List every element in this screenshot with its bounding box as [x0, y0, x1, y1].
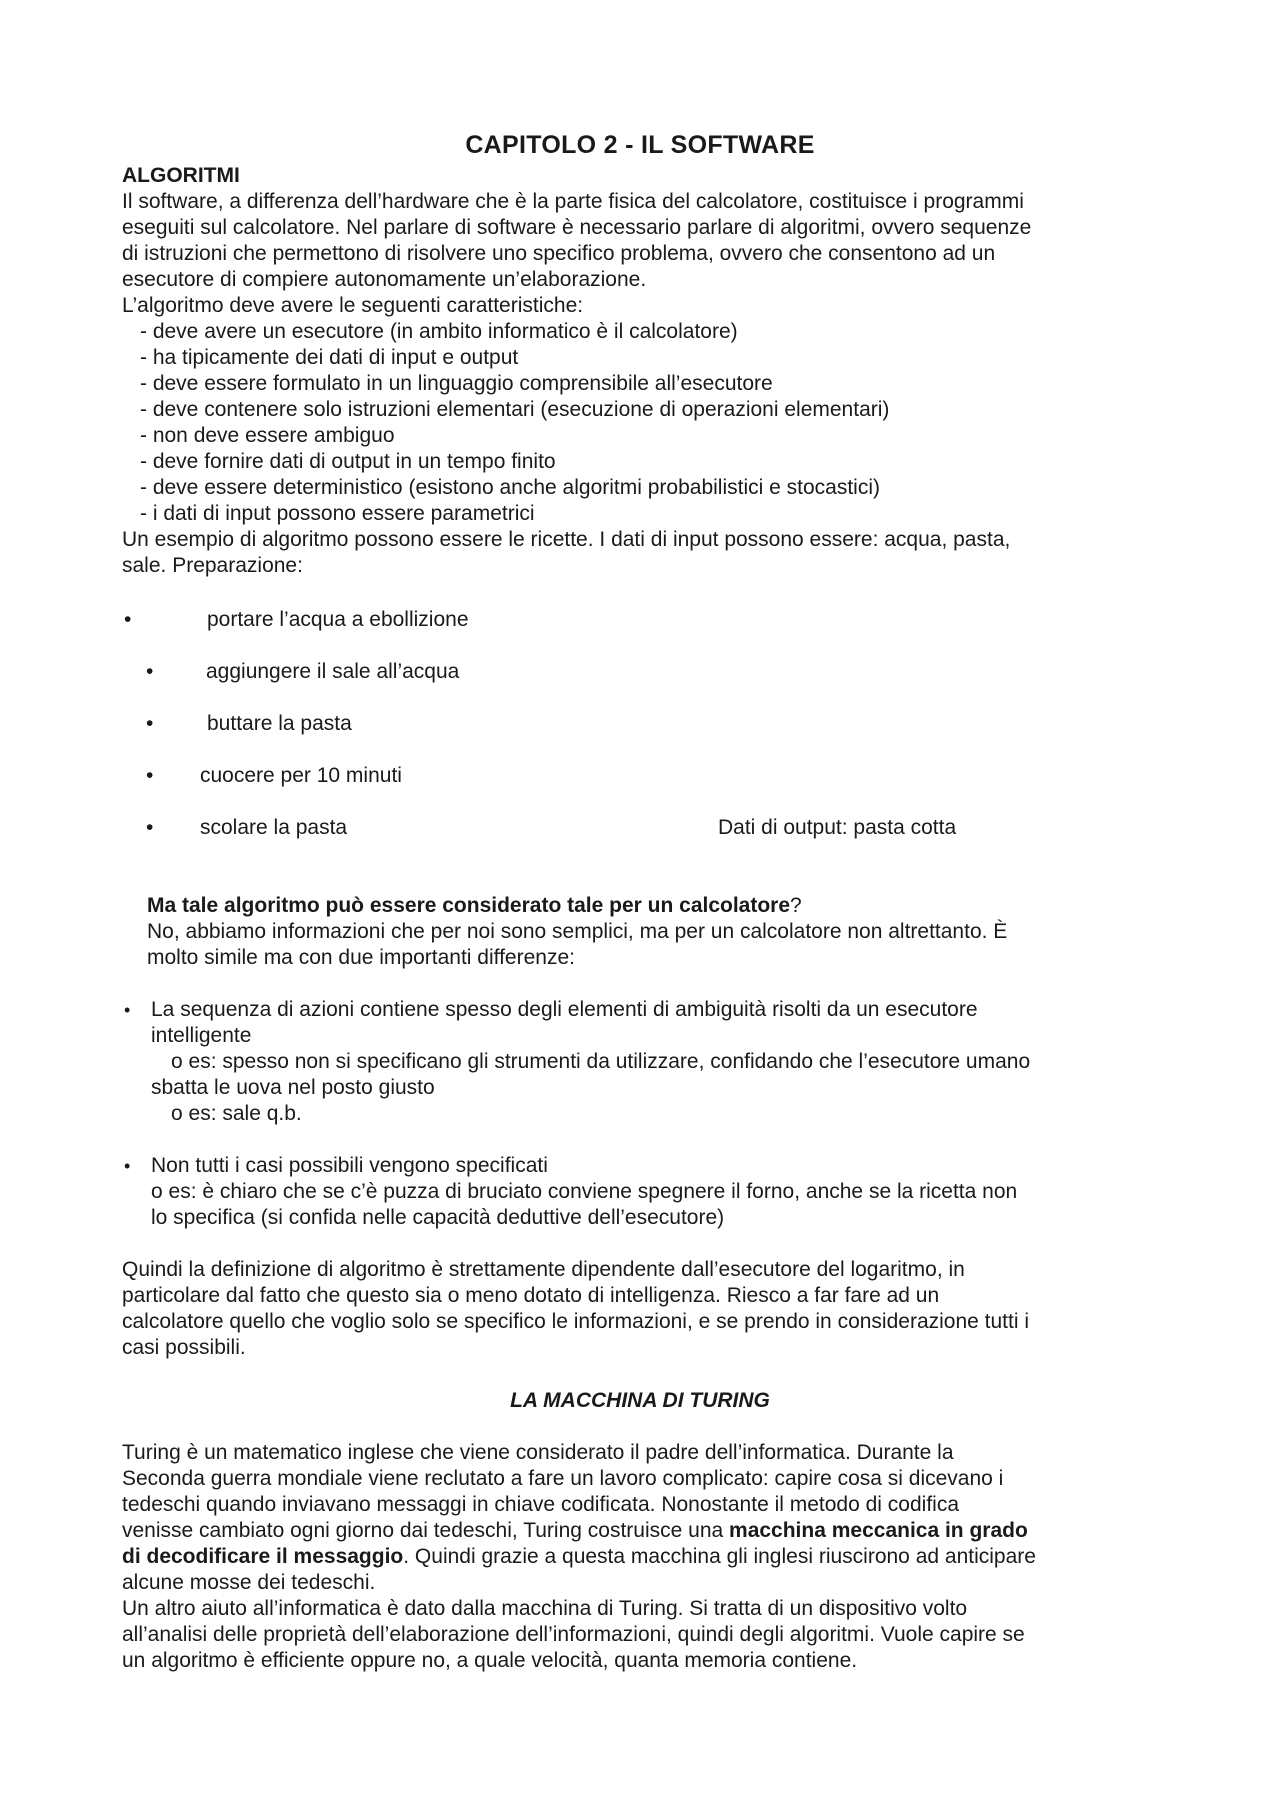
- conclusion-line: casi possibili.: [122, 1336, 246, 1359]
- difference-subline: o es: è chiaro che se c’è puzza di bruciato conviene spegnere il forno, anche se la ricetta non: [151, 1180, 1018, 1203]
- bullet-icon: •: [124, 1156, 131, 1176]
- bullet-icon: •: [146, 660, 154, 683]
- bullet-icon: •: [146, 764, 154, 787]
- turing-bold-text: di decodificare il messaggio: [122, 1545, 404, 1568]
- characteristic-item: - deve fornire dati di output in un tempo finito: [140, 450, 556, 473]
- conclusion-line: calcolatore quello che voglio solo se specifico le informazioni, e se prendo in considerazione tutti i: [122, 1310, 1030, 1333]
- difference-line: Non tutti i casi possibili vengono specificati: [151, 1154, 548, 1177]
- difference-subline: lo specifica (si confida nelle capacità deduttive dell’esecutore): [151, 1206, 725, 1229]
- turing-line: Seconda guerra mondiale viene reclutato a fare un lavoro complicato: capire cosa si dicevano i: [122, 1467, 1004, 1490]
- difference-subline: o es: sale q.b.: [171, 1102, 302, 1125]
- difference-line: intelligente: [151, 1024, 252, 1047]
- characteristic-item: - i dati di input possono essere parametrici: [140, 502, 535, 525]
- chapter-title: CAPITOLO 2 - IL SOFTWARE: [465, 131, 815, 159]
- characteristic-item: - deve avere un esecutore (in ambito informatico è il calcolatore): [140, 320, 738, 343]
- answer-line: molto simile ma con due importanti differenze:: [147, 946, 575, 969]
- recipe-step: buttare la pasta: [207, 712, 352, 735]
- intro-line: eseguiti sul calcolatore. Nel parlare di software è necessario parlare di algoritmi, ovvero sequenze: [122, 216, 1032, 239]
- turing-text: . Quindi grazie a questa macchina gli inglesi riuscirono ad anticipare: [403, 1545, 1036, 1568]
- intro-line: esecutore di compiere autonomamente un’elaborazione.: [122, 268, 647, 291]
- section-heading-turing: LA MACCHINA DI TURING: [510, 1389, 770, 1412]
- difference-line: La sequenza di azioni contiene spesso degli elementi di ambiguità risolti da un esecutore: [151, 998, 978, 1021]
- question-bold: Ma tale algoritmo può essere considerato tale per un calcolatore: [147, 894, 791, 917]
- answer-line: No, abbiamo informazioni che per noi sono semplici, ma per un calcolatore non altrettanto. È: [147, 920, 1008, 943]
- turing-line: all’analisi delle proprietà dell’elaborazione dell’informazioni, quindi degli algoritmi. Vuole capire se: [122, 1623, 1025, 1646]
- bullet-icon: •: [146, 816, 154, 839]
- section-heading-algoritmi: ALGORITMI: [122, 164, 240, 187]
- difference-subline: sbatta le uova nel posto giusto: [151, 1076, 435, 1099]
- characteristic-item: - deve essere formulato in un linguaggio comprensibile all’esecutore: [140, 372, 773, 395]
- recipe-step: cuocere per 10 minuti: [200, 764, 402, 787]
- recipe-step: aggiungere il sale all’acqua: [206, 660, 460, 683]
- turing-line: alcune mosse dei tedeschi.: [122, 1571, 376, 1594]
- bullet-icon: •: [146, 712, 154, 735]
- bullet-icon: •: [124, 608, 132, 631]
- conclusion-line: particolare dal fatto che questo sia o meno dotato di intelligenza. Riesco a far fare ad un: [122, 1284, 940, 1307]
- turing-line: [122, 1518, 1028, 1544]
- question-line: [147, 893, 802, 919]
- recipe-step: portare l’acqua a ebollizione: [207, 608, 469, 631]
- difference-subline: o es: spesso non si specificano gli strumenti da utilizzare, confidando che l’esecutore umano: [171, 1050, 1031, 1073]
- turing-line: un algoritmo è efficiente oppure no, a quale velocità, quanta memoria contiene.: [122, 1649, 858, 1672]
- bullet-icon: •: [124, 1000, 131, 1020]
- characteristic-item: - ha tipicamente dei dati di input e output: [140, 346, 519, 369]
- intro-line: Il software, a differenza dell’hardware che è la parte fisica del calcolatore, costituisce i programmi: [122, 190, 1024, 213]
- example-line: sale. Preparazione:: [122, 554, 303, 577]
- output-note: Dati di output: pasta cotta: [718, 816, 957, 839]
- intro-line: L’algoritmo deve avere le seguenti caratteristiche:: [122, 294, 584, 317]
- characteristic-item: - deve essere deterministico (esistono anche algoritmi probabilistici e stocastici): [140, 476, 880, 499]
- characteristic-item: - deve contenere solo istruzioni elementari (esecuzione di operazioni elementari): [140, 398, 890, 421]
- turing-line: Un altro aiuto all’informatica è dato dalla macchina di Turing. Si tratta di un dispositivo volto: [122, 1597, 968, 1620]
- turing-line: Turing è un matematico inglese che viene considerato il padre dell’informatica. Durante la: [122, 1441, 954, 1464]
- turing-line: tedeschi quando inviavano messaggi in chiave codificata. Nonostante il metodo di codifica: [122, 1493, 960, 1516]
- recipe-step: scolare la pasta: [200, 816, 348, 839]
- turing-text: venisse cambiato ogni giorno dai tedeschi, Turing costruisce una: [122, 1519, 730, 1542]
- example-line: Un esempio di algoritmo possono essere le ricette. I dati di input possono essere: acqua, pasta,: [122, 528, 1011, 551]
- turing-line: [122, 1544, 1036, 1570]
- conclusion-line: Quindi la definizione di algoritmo è strettamente dipendente dall’esecutore del logaritmo, in: [122, 1258, 965, 1281]
- characteristic-item: - non deve essere ambiguo: [140, 424, 395, 447]
- turing-bold-text: macchina meccanica in grado: [729, 1519, 1028, 1542]
- question-mark: ?: [790, 894, 802, 917]
- intro-line: di istruzioni che permettono di risolvere uno specifico problema, ovvero che consentono ad un: [122, 242, 996, 265]
